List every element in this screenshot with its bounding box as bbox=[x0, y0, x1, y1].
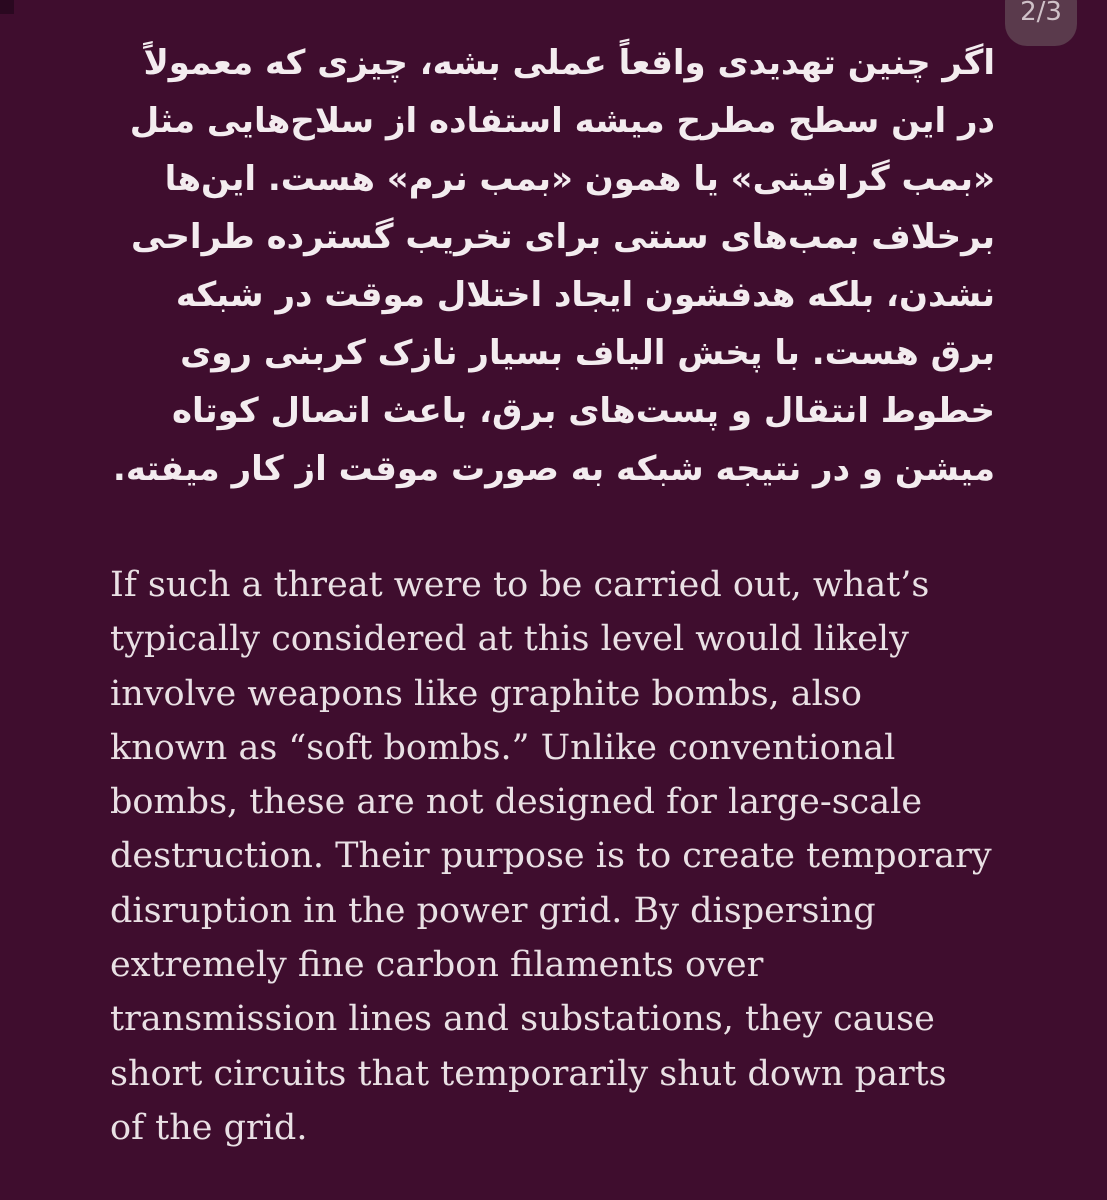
english-line: of the grid. bbox=[110, 1107, 308, 1148]
page-counter-badge: 2/3 bbox=[1005, 0, 1077, 46]
english-line: bombs, these are not designed for large-scale bbox=[110, 782, 923, 823]
english-line: disruption in the power grid. By dispersing bbox=[110, 890, 876, 931]
english-line: If such a threat were to be carried out, what’s bbox=[110, 565, 930, 605]
english-line: destruction. Their purpose is to create temporary bbox=[110, 836, 992, 877]
persian-paragraph: اگر چنین تهدیدی واقعاً عملی بشه، چیزی که معمولاً در این سطح مطرح میشه استفاده از سلاح‌هایی مثل «بمب گرافیتی» یا همون «بمب نرم» هست. این‌ها برخلاف بمب‌های سنتی برای تخریب گسترده طراحی نشدن، بلکه هدفشون ایجاد اختلال موقت در شبکه برق هست. با پخش الیاف بسیار نازک کربنی روی خطوط انتقال و پست‌های برق، باعث اتصال کوتاه میشن و در نتیجه شبکه به صورت موقت از کار میفته. bbox=[112, 43, 995, 489]
english-line: typically considered at this level would likely bbox=[110, 619, 909, 660]
english-line: short circuits that temporarily shut down parts bbox=[110, 1053, 947, 1094]
english-line: involve weapons like graphite bombs, also bbox=[110, 673, 862, 714]
english-paragraph bbox=[110, 558, 1010, 1155]
english-line: transmission lines and substations, they cause bbox=[110, 999, 935, 1040]
english-line: known as “soft bombs.” Unlike conventional bbox=[110, 727, 896, 768]
english-line: extremely fine carbon filaments over bbox=[110, 945, 764, 986]
corner-shadow bbox=[0, 0, 14, 14]
